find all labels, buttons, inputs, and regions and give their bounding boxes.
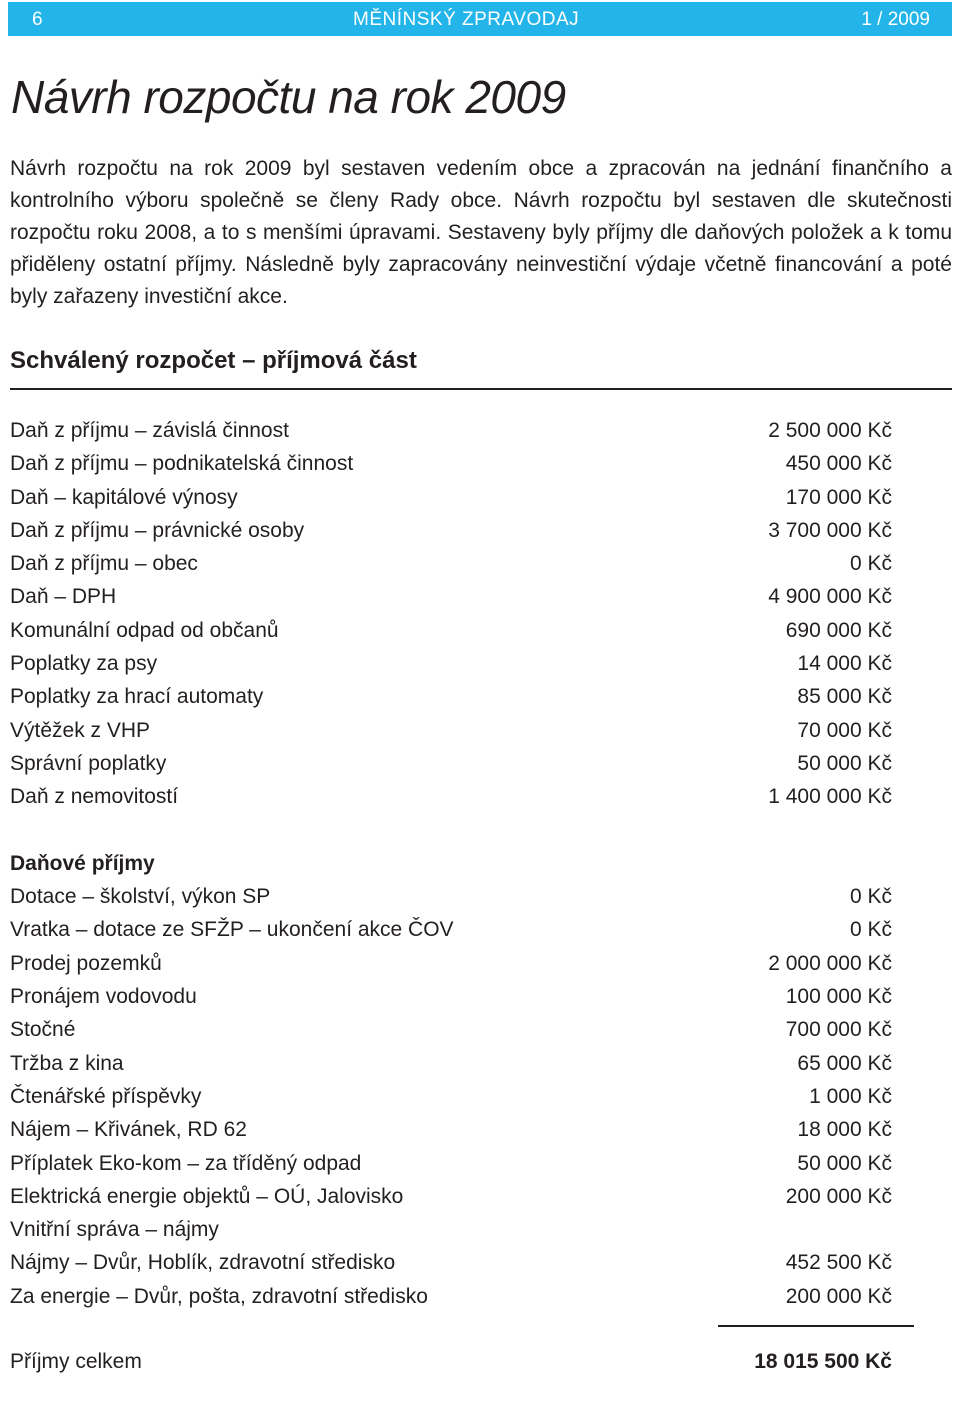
publication-name: MĚNÍNSKÝ ZPRAVODAJ	[353, 9, 580, 30]
budget-row	[10, 1246, 892, 1279]
row-label: Daň z nemovitostí	[10, 785, 179, 809]
row-value: 1 400 000 Kč	[768, 785, 892, 809]
row-value: 200 000 Kč	[785, 1284, 892, 1308]
intro-paragraph: Návrh rozpočtu na rok 2009 byl sestaven vedením obce a zpracován na jednání finančního a kontrolního výboru společně se členy Rady obce. Návrh rozpočtu byl sestaven dle skutečnosti rozpočtu roku 2008, a to s menšími úpravami. Sestaveny byly příjmy dle daňových položek a k tomu přiděleny ostatní příjmy. Následně byly zapracovány neinvestiční výdaje včetně financování a poté byly zařazeny investiční akce.	[10, 157, 952, 308]
budget-row	[10, 714, 892, 747]
budget-row	[10, 1213, 892, 1246]
budget-row	[10, 514, 892, 547]
budget-row	[10, 614, 892, 647]
subsection-heading: Daňové příjmy	[10, 851, 155, 875]
budget-row	[10, 647, 892, 680]
row-value: 0 Kč	[849, 552, 892, 576]
budget-row	[10, 880, 892, 913]
row-value: 690 000 Kč	[785, 618, 892, 642]
budget-row	[10, 980, 892, 1013]
row-spacer	[10, 814, 892, 847]
budget-row	[10, 947, 892, 980]
row-label: Správní poplatky	[10, 751, 167, 775]
row-label: Daň – DPH	[10, 585, 117, 609]
subsection-heading-row	[10, 847, 892, 880]
row-value: 50 000 Kč	[797, 1151, 892, 1175]
article-title: Návrh rozpočtu na rok 2009	[11, 71, 566, 123]
row-label: Za energie – Dvůr, pošta, zdravotní středisko	[10, 1284, 428, 1308]
budget-row	[10, 1180, 892, 1213]
budget-row	[10, 1047, 892, 1080]
row-value: 0 Kč	[849, 885, 892, 909]
header-bar	[8, 2, 952, 36]
page-number: 6	[32, 9, 43, 30]
row-label: Daň z příjmu – obec	[10, 552, 198, 576]
budget-row	[10, 680, 892, 713]
row-label: Čtenářské příspěvky	[10, 1084, 202, 1108]
issue-number: 1 / 2009	[861, 9, 930, 30]
budget-row	[10, 447, 892, 480]
total-divider	[718, 1325, 914, 1327]
row-value: 85 000 Kč	[797, 685, 892, 709]
total-label: Příjmy celkem	[10, 1350, 142, 1373]
row-label: Poplatky za hrací automaty	[10, 685, 264, 709]
row-value: 100 000 Kč	[785, 985, 892, 1009]
budget-row	[10, 1080, 892, 1113]
section-title: Schválený rozpočet – příjmová část	[10, 347, 417, 374]
row-value: 200 000 Kč	[785, 1184, 892, 1208]
row-label: Tržba z kina	[10, 1051, 124, 1075]
row-value: 452 500 Kč	[785, 1251, 892, 1275]
total-value: 18 015 500 Kč	[754, 1350, 892, 1373]
row-value: 0 Kč	[849, 918, 892, 942]
row-value: 1 000 Kč	[809, 1084, 892, 1108]
row-label: Dotace – školství, výkon SP	[10, 885, 271, 909]
row-label: Pronájem vodovodu	[10, 985, 197, 1009]
row-label: Stočné	[10, 1018, 76, 1042]
row-value: 14 000 Kč	[797, 652, 892, 676]
row-label: Daň – kapitálové výnosy	[10, 485, 238, 509]
row-value: 3 700 000 Kč	[768, 518, 892, 542]
budget-row	[10, 1113, 892, 1146]
row-label: Elektrická energie objektů – OÚ, Jalovisko	[10, 1184, 404, 1208]
row-value: 170 000 Kč	[785, 485, 892, 509]
row-value: 18 000 Kč	[797, 1118, 892, 1142]
row-value: 4 900 000 Kč	[768, 585, 892, 609]
row-value: 65 000 Kč	[797, 1051, 892, 1075]
row-label: Vratka – dotace ze SFŽP – ukončení akce ČOV	[10, 918, 454, 942]
total-row	[10, 1346, 892, 1378]
row-value: 2 000 000 Kč	[768, 951, 892, 975]
section-divider	[10, 388, 952, 390]
budget-row	[10, 547, 892, 580]
row-value: 700 000 Kč	[785, 1018, 892, 1042]
budget-row	[10, 580, 892, 613]
row-label: Komunální odpad od občanů	[10, 618, 279, 642]
row-label: Nájmy – Dvůr, Hoblík, zdravotní středisko	[10, 1251, 396, 1275]
row-value: 70 000 Kč	[797, 718, 892, 742]
budget-row	[10, 481, 892, 514]
row-value: 450 000 Kč	[785, 452, 892, 476]
budget-row	[10, 913, 892, 946]
row-label: Vnitřní správa – nájmy	[10, 1218, 219, 1242]
budget-row	[10, 1280, 892, 1313]
row-label: Daň z příjmu – podnikatelská činnost	[10, 452, 354, 476]
row-label: Prodej pozemků	[10, 951, 162, 975]
row-value: 50 000 Kč	[797, 751, 892, 775]
budget-row	[10, 747, 892, 780]
row-label: Daň z příjmu – právnické osoby	[10, 518, 305, 542]
row-label: Poplatky za psy	[10, 652, 158, 676]
budget-table	[10, 414, 892, 1313]
row-label: Daň z příjmu – závislá činnost	[10, 419, 289, 442]
row-label: Výtěžek z VHP	[10, 718, 151, 742]
budget-row	[10, 780, 892, 813]
budget-row	[10, 414, 892, 447]
budget-row	[10, 1013, 892, 1046]
row-label: Nájem – Křivánek, RD 62	[10, 1118, 247, 1142]
budget-row	[10, 1147, 892, 1180]
row-label: Příplatek Eko-kom – za tříděný odpad	[10, 1151, 362, 1175]
row-value: 2 500 000 Kč	[768, 419, 892, 442]
